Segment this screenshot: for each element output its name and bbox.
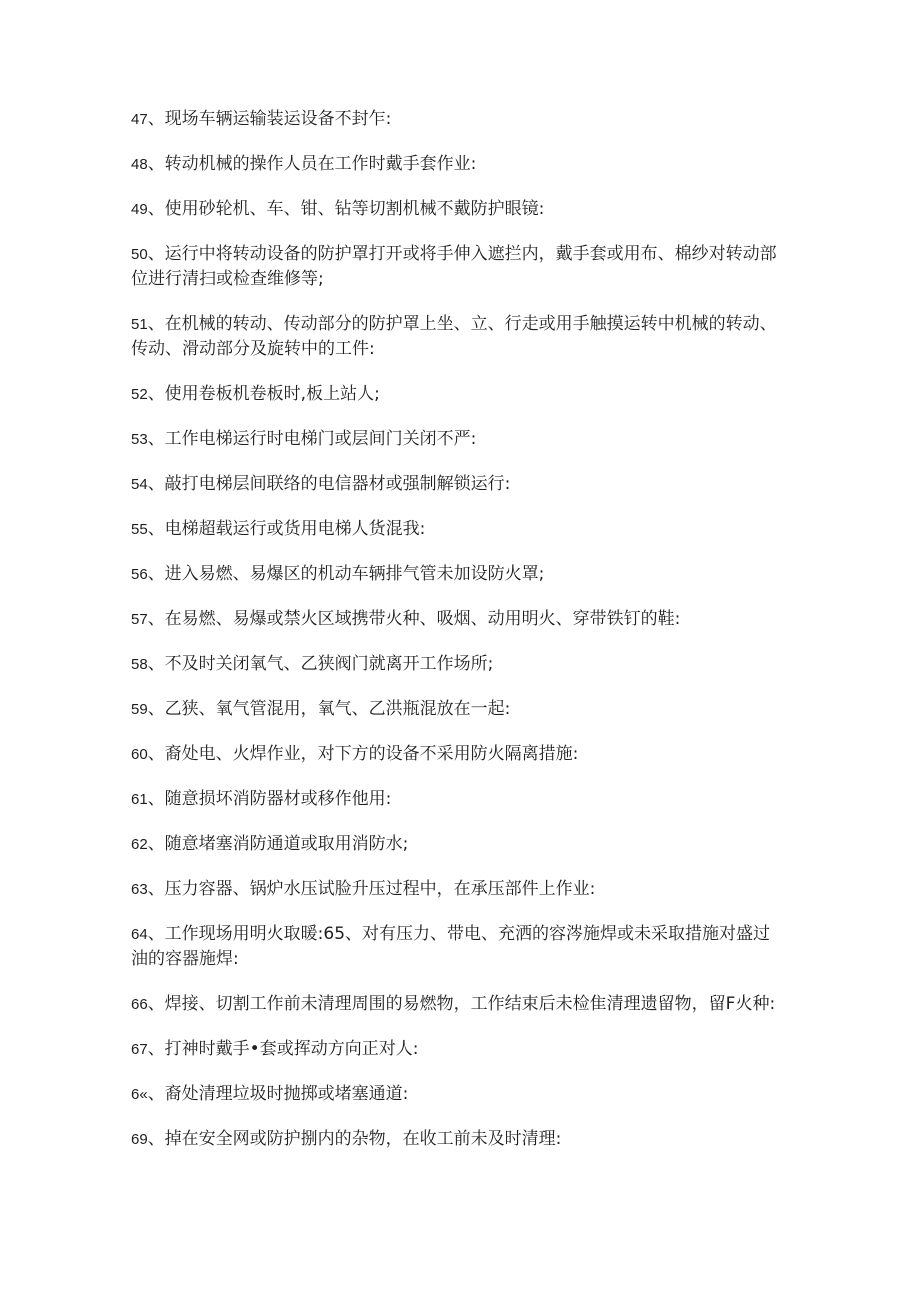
item-number: 58 xyxy=(131,656,148,673)
item-number: 52 xyxy=(131,386,148,403)
item-text: 、打神时戴手•套或挥动方向正对人: xyxy=(147,1039,419,1059)
item-number: 56 xyxy=(131,566,148,583)
item-text: 、工作现场用明火取暖:65、对有压力、带电、充洒的容涔施焊或未采取措施对盛过油的容器施焊: xyxy=(131,924,771,969)
list-item xyxy=(131,742,781,767)
item-number: 57 xyxy=(131,611,148,628)
item-text: 、工作电梯运行时电梯门或层间门关闭不严: xyxy=(147,429,477,449)
rule-list xyxy=(131,107,781,1172)
list-item xyxy=(131,922,781,972)
item-text: 、随意损坏消防器材或移作他用: xyxy=(147,789,392,809)
item-number: 47 xyxy=(131,111,148,128)
item-number: 54 xyxy=(131,476,148,493)
item-text: 、裔处清理垃圾时抛掷或堵塞通道: xyxy=(147,1084,409,1104)
item-number: 59 xyxy=(131,701,148,718)
item-text: 、使用卷板机卷板时,板上站人; xyxy=(147,384,380,404)
list-item xyxy=(131,832,781,857)
list-item xyxy=(131,1082,781,1107)
item-text: 、掉在安全网或防护捌内的杂物，在收工前未及时清理: xyxy=(147,1129,562,1149)
item-text: 、随意堵塞消防通道或取用消防水; xyxy=(147,834,409,854)
list-item xyxy=(131,877,781,902)
list-item xyxy=(131,652,781,677)
item-number: 55 xyxy=(131,521,148,538)
list-item xyxy=(131,472,781,497)
item-text: 、裔处电、火焊作业，对下方的设备不采用防火隔离措施: xyxy=(147,744,579,764)
list-item xyxy=(131,562,781,587)
list-item xyxy=(131,607,781,632)
list-item xyxy=(131,312,781,362)
item-number: 66 xyxy=(131,996,148,1013)
item-text: 、运行中将转动设备的防护罩打开或将手伸入遮拦内，戴手套或用布、棉纱对转动部位进行清扫或检查维修等; xyxy=(131,244,777,289)
item-text: 、进入易燃、易爆区的机动车辆排气管未加设防火罩; xyxy=(147,564,545,584)
item-number: 67 xyxy=(131,1041,148,1058)
item-text: 、转动机械的操作人员在工作时戴手套作业: xyxy=(147,154,477,174)
list-item xyxy=(131,242,781,292)
list-item xyxy=(131,787,781,812)
item-number: 64 xyxy=(131,926,148,943)
item-text: 、压力容器、锅炉水压试脸升压过程中，在承压部件上作业: xyxy=(147,879,596,899)
list-item xyxy=(131,697,781,722)
list-item xyxy=(131,427,781,452)
item-text: 、不及时关闭氧气、乙狭阀门就离开工作场所; xyxy=(147,654,494,674)
item-number: 61 xyxy=(131,791,148,808)
item-number: 48 xyxy=(131,156,148,173)
item-number: 51 xyxy=(131,316,148,333)
item-number: 69 xyxy=(131,1131,148,1148)
list-item xyxy=(131,197,781,222)
list-item xyxy=(131,1037,781,1062)
item-text: 、在机械的转动、传动部分的防护罩上坐、立、行走或用手触摸运转中机械的转动、传动、滑动部分及旋转中的工件: xyxy=(131,314,777,359)
item-text: 、焊接、切割工作前未清理周围的易燃物，工作结束后未检隹清理遗留物，留F火种: xyxy=(147,994,776,1014)
item-text: 、现场车辆运输装运设备不封乍: xyxy=(147,109,392,129)
item-number: 49 xyxy=(131,201,148,218)
item-text: 、电梯超载运行或货用电梯人货混我: xyxy=(147,519,426,539)
item-text: 、敲打电梯层间联络的电信器材或强制解锁运行: xyxy=(147,474,511,494)
item-number: 6« xyxy=(131,1086,148,1103)
list-item xyxy=(131,1127,781,1152)
list-item xyxy=(131,152,781,177)
item-number: 63 xyxy=(131,881,148,898)
list-item xyxy=(131,992,781,1017)
item-text: 、使用砂轮机、车、钳、钻等切割机械不戴防护眼镜: xyxy=(147,199,545,219)
item-number: 50 xyxy=(131,246,148,263)
list-item xyxy=(131,107,781,132)
list-item xyxy=(131,382,781,407)
item-number: 62 xyxy=(131,836,148,853)
item-text: 、乙狭、氧气管混用，氧气、乙洪瓶混放在一起: xyxy=(147,699,511,719)
item-text: 、在易燃、易爆或禁火区域携带火种、吸烟、动用明火、穿带铁钉的鞋: xyxy=(147,609,681,629)
item-number: 53 xyxy=(131,431,148,448)
list-item xyxy=(131,517,781,542)
item-number: 60 xyxy=(131,746,148,763)
